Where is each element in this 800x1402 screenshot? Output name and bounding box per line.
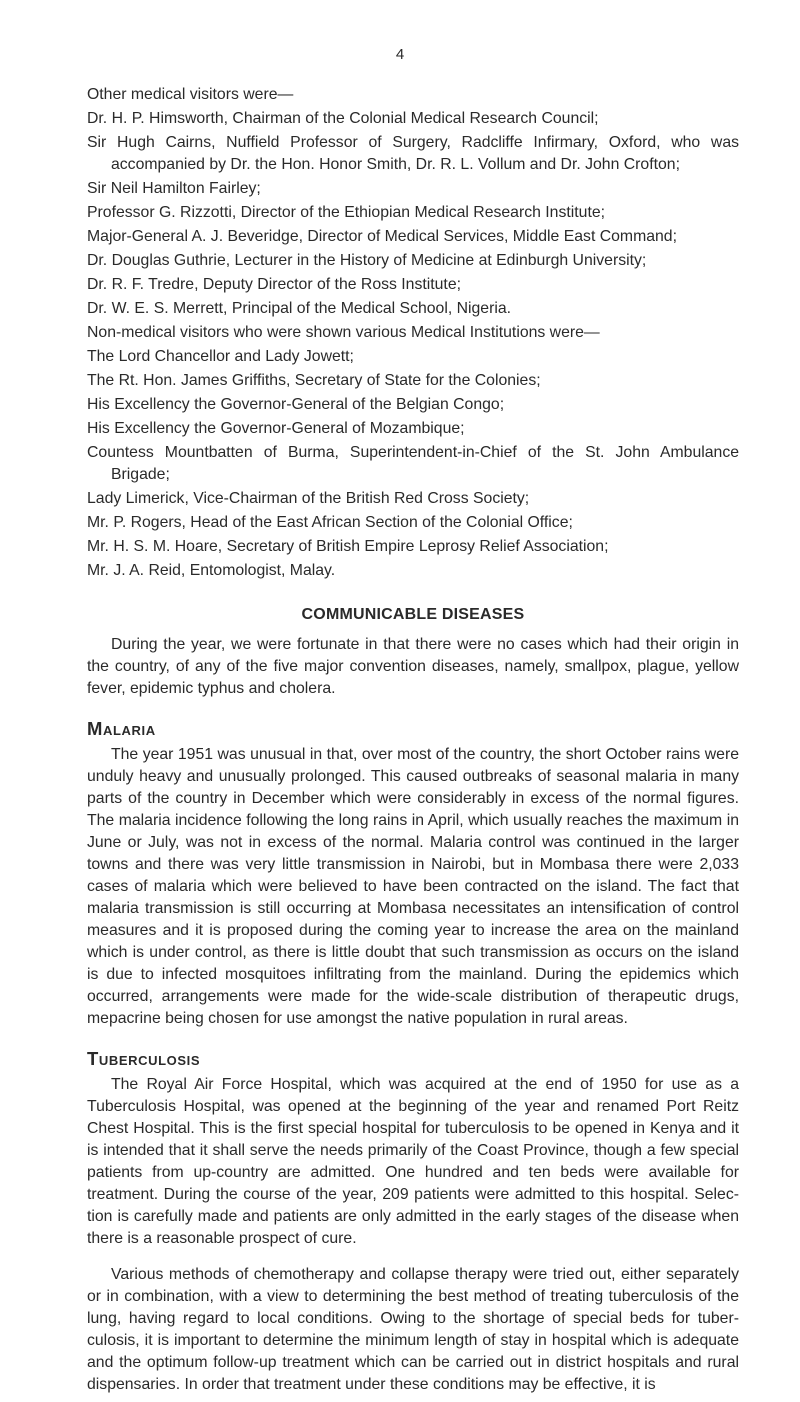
list-item: Mr. H. S. M. Hoare, Secretary of British Empire Leprosy Relief Association; bbox=[87, 538, 609, 555]
communicable-diseases-paragraph: During the year, we were fortunate in that there were no cases which had their origin in the country, of any of the five major convention diseases, namely, smallpox, plague, yellow fever, epidemic typhus and cholera. bbox=[87, 636, 739, 697]
tuberculosis-paragraph-2: Various methods of chemotherapy and collapse therapy were tried out, either separately or in combination, with a view to determining the best method of treating tuberculosis of the lung, having regard to local conditions. Owing to the shortage of special beds for tuber-culosis, it is important to determine the minimum length of stay in hospital which is adequate and the optimum follow-up treatment which can be carried out in district hospitals and rural dispensaries. In order that treatment under these conditions may be effective, it is bbox=[87, 1266, 739, 1393]
medical-visitors-intro: Other medical visitors were— bbox=[87, 86, 294, 103]
list-item: Dr. R. F. Tredre, Deputy Director of the Ross Institute; bbox=[87, 276, 461, 293]
list-item: Mr. P. Rogers, Head of the East African Section of the Colonial Office; bbox=[87, 514, 573, 531]
subheading-malaria: Malaria bbox=[87, 718, 156, 739]
list-item: Professor G. Rizzotti, Director of the Ethiopian Medical Research Institute; bbox=[87, 204, 606, 221]
list-item: His Excellency the Governor-General of the Belgian Congo; bbox=[87, 396, 505, 413]
subheading-tuberculosis: Tuberculosis bbox=[87, 1048, 201, 1069]
list-item: Sir Hugh Cairns, Nuffield Professor of Surgery, Radcliffe Infirmary, Oxford, who was accompanied by Dr. the Hon. Honor Smith, Dr. R. L. Vollum and Dr. John Crofton; bbox=[87, 134, 739, 173]
nonmedical-visitors-intro: Non-medical visitors who were shown various Medical Institutions were— bbox=[87, 324, 600, 341]
tuberculosis-paragraph-1: The Royal Air Force Hospital, which was acquired at the end of 1950 for use as a Tuberculosis Hospital, was opened at the beginning of the year and renamed Port Reitz Chest Hospital. This is the first special hospital for tuberculosis to be opened in Kenya and it is intended that it shall serve the needs primarily of the Coast Province, though a few special patients from up-country are admitted. One hundred and ten beds were available for treatment. During the course of the year, 209 patients were admitted to this hospital. Selec-tion is carefully made and patients are only admitted in the early stages of the disease when there is a reasonable prospect of cure. bbox=[87, 1076, 739, 1247]
list-item: Countess Mountbatten of Burma, Superintendent-in-Chief of the St. John Ambulance Brigade; bbox=[87, 444, 739, 483]
malaria-paragraph: The year 1951 was unusual in that, over most of the country, the short October rains were unduly heavy and unusually prolonged. This caused outbreaks of seasonal malaria in many parts of the country in December which were considerably in excess of the normal figures. The malaria incidence following the long rains in April, which usually reaches the maximum in June or July, was not in excess of the normal. Malaria control was continued in the larger towns and there was very little transmission in Nairobi, but in Mombasa there were 2,033 cases of malaria which were believed to have been contracted on the island. The fact that malaria transmission is still occurring at Mombasa necessitates an intensification of control measures and it is proposed during the coming year to increase the area on the mainland which is under control, as there is little doubt that such transmission as occurs on the island is due to infected mosquitoes infiltrating from the mainland. During the epidemics which occurred, arrangements were made for the wide-scale distribution of therapeutic drugs, mepacrine being chosen for use amongst the native population in rural areas. bbox=[87, 746, 739, 1027]
page-number: 4 bbox=[395, 46, 405, 63]
list-item: Dr. H. P. Himsworth, Chairman of the Colonial Medical Research Council; bbox=[87, 110, 599, 127]
list-item: Mr. J. A. Reid, Entomologist, Malay. bbox=[87, 562, 336, 579]
section-heading-communicable-diseases: COMMUNICABLE DISEASES bbox=[301, 606, 525, 623]
medical-visitors-list bbox=[87, 108, 739, 320]
list-item: His Excellency the Governor-General of Mozambique; bbox=[87, 420, 465, 437]
nonmedical-visitors-list bbox=[87, 346, 739, 582]
list-item: The Lord Chancellor and Lady Jowett; bbox=[87, 348, 354, 365]
list-item: The Rt. Hon. James Griffiths, Secretary of State for the Colonies; bbox=[87, 372, 541, 389]
list-item: Sir Neil Hamilton Fairley; bbox=[87, 180, 261, 197]
list-item: Lady Limerick, Vice-Chairman of the British Red Cross Society; bbox=[87, 490, 530, 507]
document-body bbox=[87, 84, 739, 1402]
list-item: Major-General A. J. Beveridge, Director of Medical Services, Middle East Command; bbox=[87, 228, 677, 245]
list-item: Dr. W. E. S. Merrett, Principal of the Medical School, Nigeria. bbox=[87, 300, 512, 317]
list-item: Dr. Douglas Guthrie, Lecturer in the History of Medicine at Edinburgh University; bbox=[87, 252, 647, 269]
